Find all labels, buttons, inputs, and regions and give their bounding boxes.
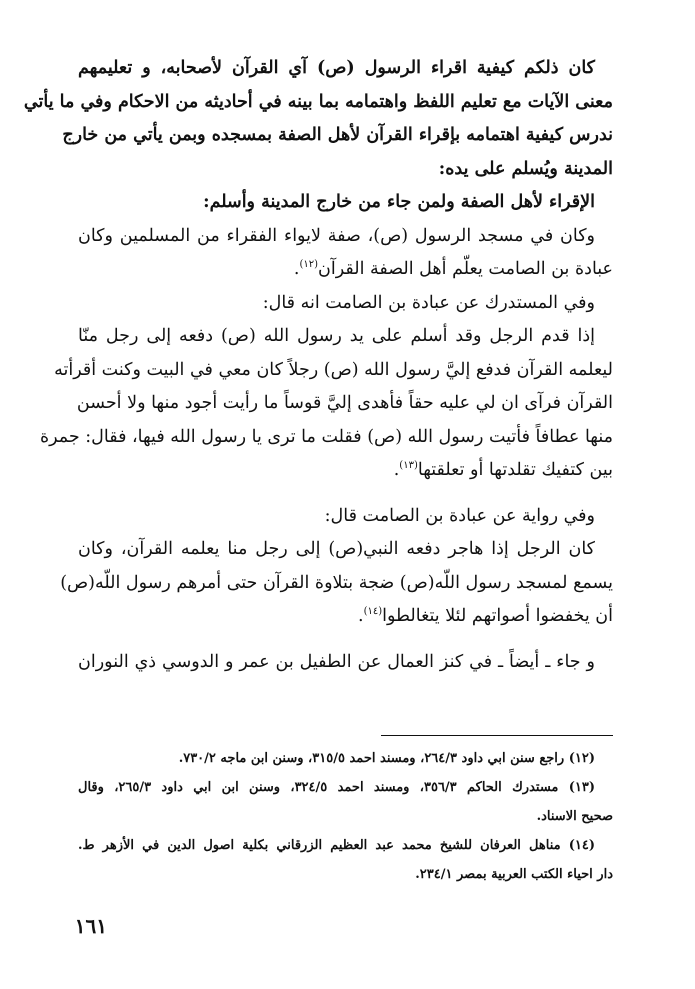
text-line: منها عطافاً فأتيت رسول الله (ص) فقلت ما ترى يا رسول الله فيها، فقال: جمرة [39,426,613,447]
text-line: المدينة ويُسلم على يده: [438,158,613,179]
page-number: ١٦١ [74,914,107,938]
main-text [23,52,613,679]
text-line: وفي المستدرك عن عبادة بن الصامت انه قال: [262,292,595,313]
footnotes [78,744,613,889]
footnote-line: (١٢) راجع سنن ابي داود ٢٦٤/٣، ومسند احمد ٣١٥/٥، وسنن ابن ماجه ٧٣٠/٢. [178,751,595,766]
text-span: . [358,606,364,626]
text-span: بين كتفيك تقلدتها أو تعلقتها [417,460,613,480]
text-line: كان ذلكم كيفية اقراء الرسول (ص) آي القرآن لأصحابه، و تعليمهم [78,58,595,78]
text-line: وكان في مسجد الرسول (ص)، صفة لايواء الفقراء من المسلمين وكان [78,225,595,246]
footnote-line: صحيح الاسناد. [536,809,613,824]
text-line [78,600,613,634]
text-line: معنى الآيات مع تعليم اللفظ واهتمامه بما بينه في أحاديثه من الاحكام وفي ما يأتي [23,91,613,112]
footnote-ref: (١٤) [363,606,383,618]
spacer [78,488,613,500]
footnote-ref: (١٢) [299,259,319,271]
section-heading: الإقراء لأهل الصفة ولمن جاء من خارج المدينة وأسلم: [203,192,595,212]
text-span: أن يخفضوا أصواتهم لئلا يتغالطوا [382,606,613,626]
text-line: ليعلمه القرآن فدفع إليَّ رسول الله (ص) رجلاً كان معي في البيت وكنت أقرأته [54,359,613,380]
text-line: و جاء ـ أيضاً ـ في كنز العمال عن الطفيل بن عمر و الدوسي ذي النوران [78,651,595,672]
spacer [78,634,613,646]
text-line [78,454,613,488]
text-line [78,253,613,287]
text-span: . [293,259,300,279]
footnote-line: (١٤) مناهل العرفان للشيخ محمد عبد العظيم الزرقاني بكلية اصول الدين في الأزهر ط. [78,838,595,853]
text-line: ندرس كيفية اهتمامه بإقراء القرآن لأهل الصفة بمسجده وبمن يأتي من خارج [62,125,613,145]
footnote-ref: (١٣) [399,460,418,472]
text-line: وفي رواية عن عبادة بن الصامت قال: [324,505,595,526]
footnote-line: دار احياء الكتب العربية بمصر ٢٣٤/١. [415,867,613,882]
text-line: يسمع لمسجد رسول اللّه(ص) ضجة بتلاوة القرآن حتى أمرهم رسول اللّه(ص) [60,572,613,593]
footnote-separator [381,735,613,736]
text-line: إذا قدم الرجل وقد أسلم على يد رسول الله (ص) دفعه إلى رجل منّا [78,326,595,346]
text-span: عبادة بن الصامت يعلّم أهل الصفة القرآن [318,259,613,279]
text-span: . [393,460,400,480]
text-line: القرآن فرآى ان لي عليه حقاً فأهدى إليَّ قوساً ما رأيت أجود منها ولا أحسن [76,393,613,413]
footnote-line: (١٣) مستدرك الحاكم ٣٥٦/٣، ومسند احمد ٣٢٤/٥، وسنن ابن ابي داود ٢٦٥/٣، وقال [78,780,595,795]
text-line: كان الرجل إذا هاجر دفعه النبي(ص) إلى رجل منا يعلمه القرآن، وكان [78,539,595,559]
